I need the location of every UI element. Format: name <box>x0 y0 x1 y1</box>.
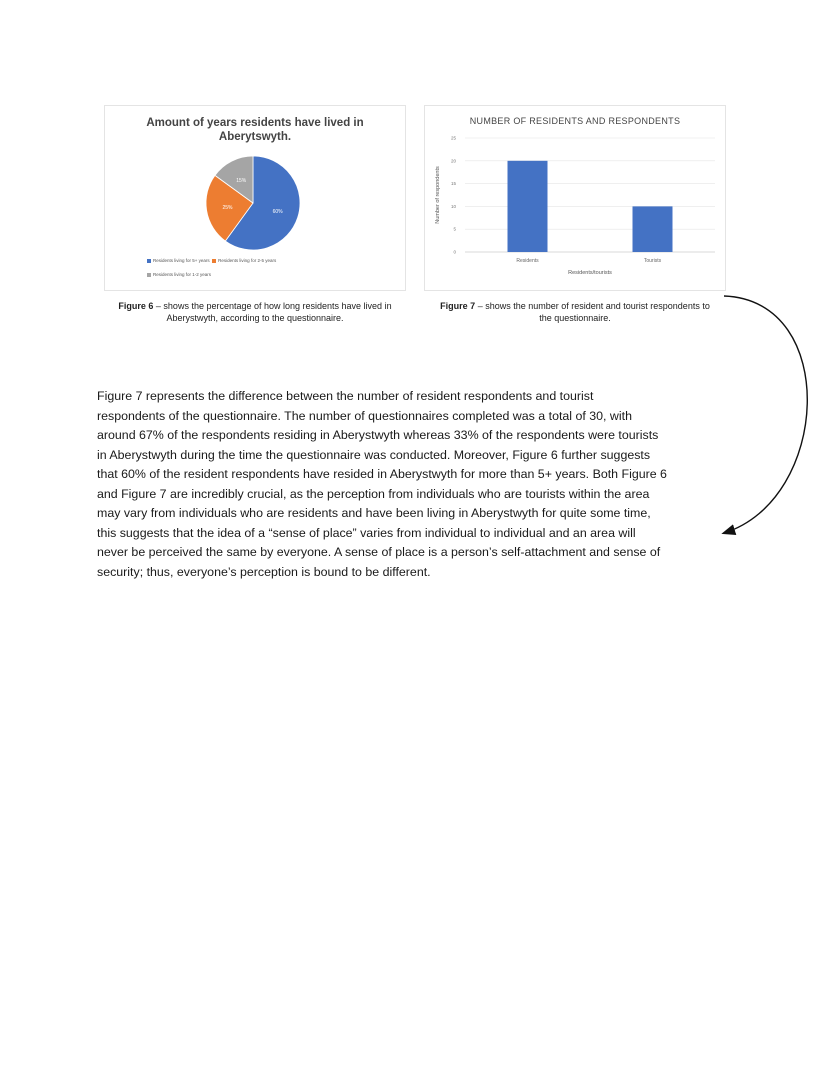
figure-7-caption <box>420 300 730 324</box>
y-axis-title: Number of respondents <box>435 166 441 224</box>
figure-6-caption-line-2: Aberystwyth, according to the questionnaire. <box>166 313 344 323</box>
x-tick-label-1: Tourists <box>643 258 662 264</box>
pie-legend-row-1 <box>147 258 276 263</box>
y-tick-label-3: 15 <box>450 181 456 187</box>
bar-chart-title: NUMBER OF RESIDENTS AND RESPONDENTS <box>469 116 681 126</box>
figure-6-caption-line-1 <box>100 300 410 312</box>
y-tick-label-1: 5 <box>453 226 456 232</box>
pie-data-label-0: 60% <box>272 208 283 215</box>
bar-chart-plot <box>425 106 725 290</box>
figure-6-pie-chart <box>104 105 406 291</box>
y-tick-label-4: 20 <box>450 158 456 164</box>
legend-label-1-2: Residents living for 1-2 years <box>153 272 212 277</box>
pie-data-label-1: 25% <box>222 205 233 212</box>
body-line: that 60% of the resident respondents have resided in Aberystwyth for more than 5+ years. Both Figure 6 <box>97 467 667 481</box>
pie-data-label-2: 15% <box>236 177 247 184</box>
body-line: never be perceived the same by everyone. A sense of place is a person’s self-attachment and sense of <box>97 545 661 559</box>
figure-6-caption-text-1: – shows the percentage of how long residents have lived in <box>153 301 392 311</box>
body-line: around 67% of the respondents residing in Aberystwyth whereas 33% of the respondents were tourists <box>97 428 659 442</box>
body-line: respondents of the questionnaire. The number of questionnaires completed was a total of 30, with <box>97 408 632 423</box>
body-line: this suggests that the idea of a “sense of place” varies from individual to individual and an area will <box>97 525 636 540</box>
body-line: and Figure 7 are incredibly crucial, as the perception from individuals who are tourists within the area <box>97 486 650 501</box>
body-line: may vary from individuals who are residents and have been living in Aberystwyth for quite some time, <box>97 506 651 520</box>
body-paragraph <box>97 387 737 582</box>
x-tick-label-0: Residents <box>516 258 539 264</box>
figure-7-caption-label: Figure 7 <box>440 301 476 311</box>
pie-legend-row-2 <box>147 272 211 277</box>
body-line: in Aberystwyth during the time the questionnaire was conducted. Moreover, Figure 6 further suggests <box>97 447 651 462</box>
y-tick-label-5: 25 <box>450 135 456 141</box>
y-tick-label-2: 10 <box>450 203 456 209</box>
figure-7-caption-line-2: the questionnaire. <box>539 313 611 323</box>
legend-swatch-5plus <box>147 259 151 263</box>
x-axis-title: Residents/tourists <box>568 270 612 276</box>
bar-tourists <box>633 206 673 252</box>
y-tick-label-0: 0 <box>453 249 456 255</box>
legend-swatch-1-2 <box>147 273 151 277</box>
figure-7-bar-chart <box>424 105 726 291</box>
bar-residents <box>508 161 548 252</box>
figure-6-caption-label: Figure 6 <box>118 301 154 311</box>
legend-label-2-5: Residents living for 2-5 years <box>218 258 277 263</box>
pie-title-line-1: Amount of years residents have lived in <box>146 117 364 129</box>
body-line: security; thus, everyone’s perception is bound to be different. <box>97 564 431 579</box>
pie-title-line-2: Aberytswyth. <box>218 131 292 143</box>
body-line: Figure 7 represents the difference between the number of resident respondents and tourist <box>97 389 594 403</box>
figure-6-caption <box>100 300 410 324</box>
legend-label-5plus: Residents living for 5+ years <box>153 258 210 263</box>
figure-7-caption-text-1: – shows the number of resident and tourist respondents to <box>475 301 710 311</box>
figure-7-caption-line-1 <box>420 300 730 312</box>
legend-swatch-2-5 <box>212 259 216 263</box>
